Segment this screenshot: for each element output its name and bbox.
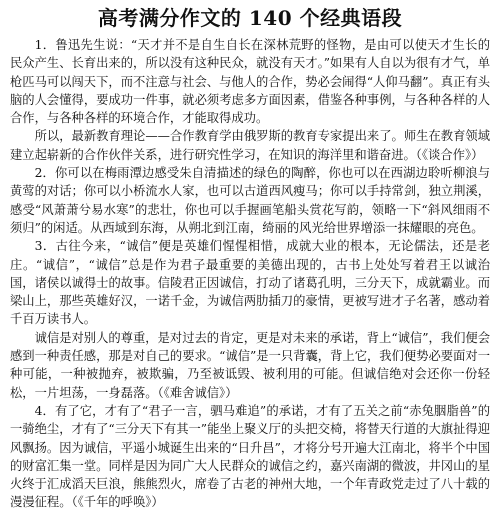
paragraph-1: 1．鲁迅先生说：“天才并不是自生自长在深林荒野的怪物，是由可以使天才生长的民众产生、长育出来的，所以没有这种民众，就没有天才。”如果有人自以为很有才气，单枪匹马可以闯天下，而不注意与社会、与他人的合作，势必会闹得“人仰马翻”。真正有头脑的人会懂得，要成功一件事，就必须考虑多方面因素，借鉴各种事例，与各种各样的人合作，与各种各样的环境合作，才能取得成功。 bbox=[10, 38, 490, 126]
paragraph-6: 4．有了它，才有了“君子一言，驷马难追”的承诺，才有了五关之前“赤兔胭脂兽”的一骑绝尘，才有了“三分天下有其一”能坐上聚义厅的头把交椅，将替天行道的大旗扯得迎风飘扬。因为诚信，平遥小城诞生出来的“日升昌”，才将分号开遍大江南北，将半个中国的财富汇集一堂。同样是因为同广大人民群众的诚信之约，嘉兴南湖的微波，井冈山的星火终于汇成滔天巨浪，熊熊烈火，席卷了古老的神州大地，一个年青政党走过了八十载的漫漫征程。（《千年的呼唤》） bbox=[10, 403, 490, 510]
paragraph-4: 3．古往今来，“诚信”便是英雄们惺惺相惜，成就大业的根本，无论儒法，还是老庄。“诚信”，“诚信”总是作为君子最重要的美德出现的，古书上处处写着君王以诚治国，诸侯以诚得士的故事。信陵君正因诚信，打动了诸葛孔明，三分天下，成就霸业。而梁山上，那些英雄好汉，一诺千金，为诚信两肋插刀的豪情，更被写进才子名著，感动着千百万读书人。 bbox=[10, 239, 490, 327]
paragraph-2: 所以，最新教育理论——合作教育学由俄罗斯的教育专家提出来了。师生在教育领域建立起崭新的合作伙伴关系，进行研究性学习，在知识的海洋里和谐奋进。（《谈合作》） bbox=[10, 129, 490, 162]
paragraph-5: 诚信是对别人的尊重，是对过去的肯定，更是对未来的承诺，背上“诚信”，我们便会感到一种责任感，那是对自己的要求。“诚信”是一只背囊，背上它，我们便势必要面对一种可能，一种被抛弃，被欺骗，乃至被诋毁、被利用的可能。但诚信绝对会还你一份轻松，一片坦荡，一身磊落。（《难舍诚信》） bbox=[10, 330, 490, 400]
paragraph-3: 2．你可以在梅雨潭边感受朱自清描述的绿色的陶醉，你也可以在西湖边聆听柳浪与黄莺的对话；你可以小桥流水人家，也可以古道西风瘦马；你可以手持常剑，独立荆溪，感受“风萧萧兮易水寒”的悲壮，你也可以手握画笔船头赏花写韵，领略一下“斜风细雨不须归”的闲适。从西域到东海，从朔北到江南，绮丽的风光给世界增添一抹耀眼的亮色。 bbox=[10, 166, 490, 235]
document-title: 高考满分作文的 140 个经典语段 bbox=[97, 6, 403, 30]
